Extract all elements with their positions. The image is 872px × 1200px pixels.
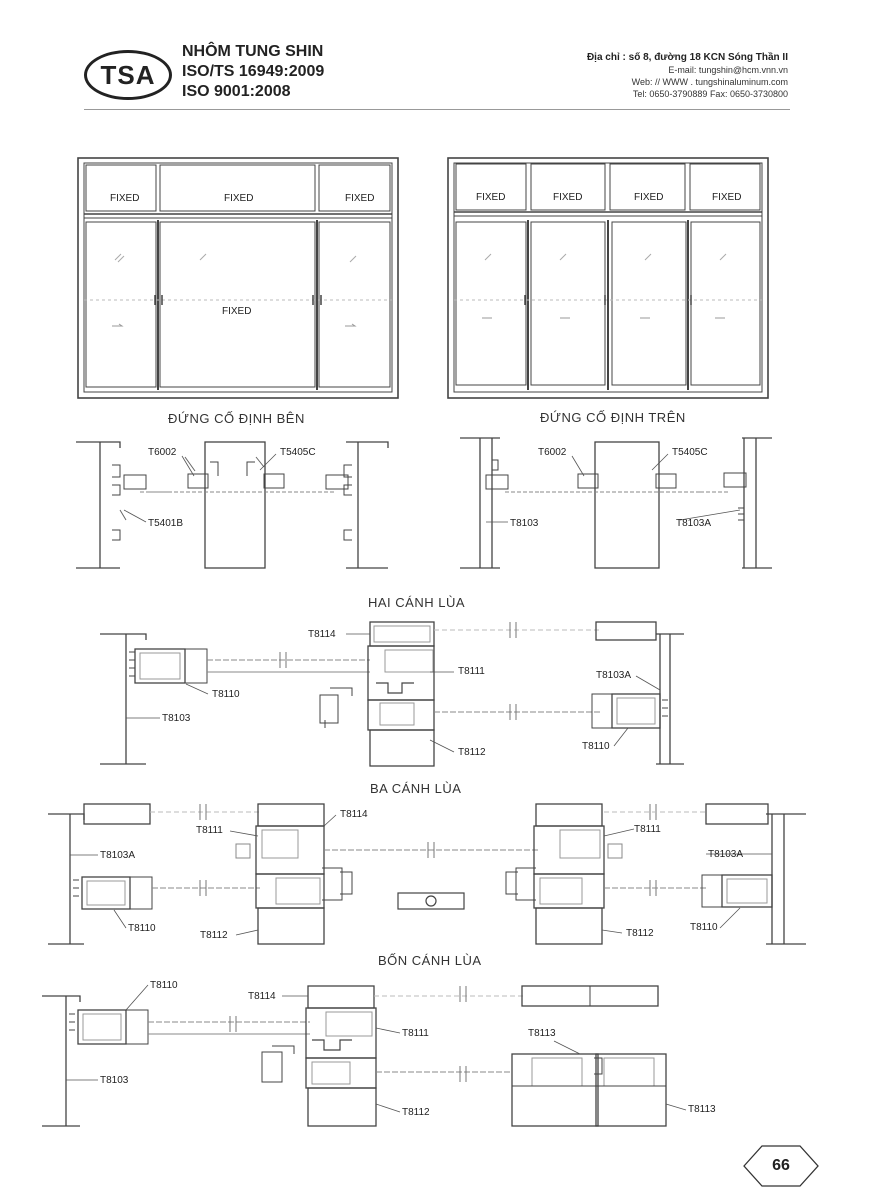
title-ba-canh-lua: BA CÁNH LÙA xyxy=(370,781,462,796)
right-top-pane-1: FIXED xyxy=(476,192,506,203)
label-ba-t8112-right: T8112 xyxy=(626,928,654,939)
label-hai-t8110-right: T8110 xyxy=(582,741,610,752)
label-ben-t5405c: T5405C xyxy=(280,447,316,458)
label-ba-t8110-left: T8110 xyxy=(128,923,156,934)
brand-cert-2: ISO 9001:2008 xyxy=(182,83,291,100)
left-top-pane-3: FIXED xyxy=(345,193,375,204)
title-dung-co-dinh-ben: ĐỨNG CỐ ĐỊNH BÊN xyxy=(168,411,305,426)
label-tren-t8103: T8103 xyxy=(510,518,539,529)
title-bon-canh-lua: BỐN CÁNH LÙA xyxy=(378,953,482,968)
logo-text: TSA xyxy=(100,59,156,90)
label-tren-t6002: T6002 xyxy=(538,447,567,458)
detail-ben xyxy=(76,442,388,568)
detail-tren xyxy=(460,438,772,568)
label-bon-t8103: T8103 xyxy=(100,1075,129,1086)
label-bon-t8114: T8114 xyxy=(248,991,276,1002)
label-bon-t8113-top: T8113 xyxy=(528,1028,556,1039)
brand-cert-1: ISO/TS 16949:2009 xyxy=(182,63,325,80)
phone-text: Tel: 0650-3790889 Fax: 0650-3730800 xyxy=(632,89,788,99)
label-bon-t8113-bottom: T8113 xyxy=(688,1104,716,1115)
label-ba-t8103a-left: T8103A xyxy=(100,850,136,861)
email-text: E-mail: tungshin@hcm.vnn.vn xyxy=(668,65,788,75)
label-ben-t6002: T6002 xyxy=(148,447,177,458)
brand-name: NHÔM TUNG SHIN xyxy=(182,43,324,60)
label-bon-t8110: T8110 xyxy=(150,980,178,991)
detail-bon-canh xyxy=(42,986,666,1126)
label-ba-t8112-left: T8112 xyxy=(200,930,228,941)
label-hai-t8103: T8103 xyxy=(162,713,191,724)
label-hai-t8110-left: T8110 xyxy=(212,689,240,700)
label-tren-t5405c: T5405C xyxy=(672,447,708,458)
right-top-pane-4: FIXED xyxy=(712,192,742,203)
web-text: Web: // WWW . tungshinaluminum.com xyxy=(631,77,788,87)
title-hai-canh-lua: HAI CÁNH LÙA xyxy=(368,595,466,610)
label-hai-t8111: T8111 xyxy=(458,666,485,677)
label-ba-t8111-right: T8111 xyxy=(634,824,661,835)
label-ba-t8103a-right: T8103A xyxy=(708,849,744,860)
left-top-pane-2: FIXED xyxy=(224,193,254,204)
label-hai-t8112: T8112 xyxy=(458,747,486,758)
label-ba-t8111-left: T8111 xyxy=(196,825,223,836)
label-hai-t8103a: T8103A xyxy=(596,670,632,681)
label-ba-t8110-right: T8110 xyxy=(690,922,718,933)
left-top-pane-1: FIXED xyxy=(110,193,140,204)
label-bon-t8112: T8112 xyxy=(402,1107,430,1118)
label-tren-t8103a: T8103A xyxy=(676,518,712,529)
left-center-pane: FIXED xyxy=(222,306,252,317)
page-number: 66 xyxy=(772,1157,790,1174)
label-ba-t8114: T8114 xyxy=(340,809,368,820)
address-text: Địa chỉ : số 8, đường 18 KCN Sóng Thần II xyxy=(586,52,788,63)
right-top-pane-3: FIXED xyxy=(634,192,664,203)
title-dung-co-dinh-tren: ĐỨNG CỐ ĐỊNH TRÊN xyxy=(540,410,686,425)
label-hai-t8114: T8114 xyxy=(308,629,336,640)
label-bon-t8111: T8111 xyxy=(402,1028,429,1039)
right-top-pane-2: FIXED xyxy=(553,192,583,203)
label-ben-t5401b: T5401B xyxy=(148,518,184,529)
